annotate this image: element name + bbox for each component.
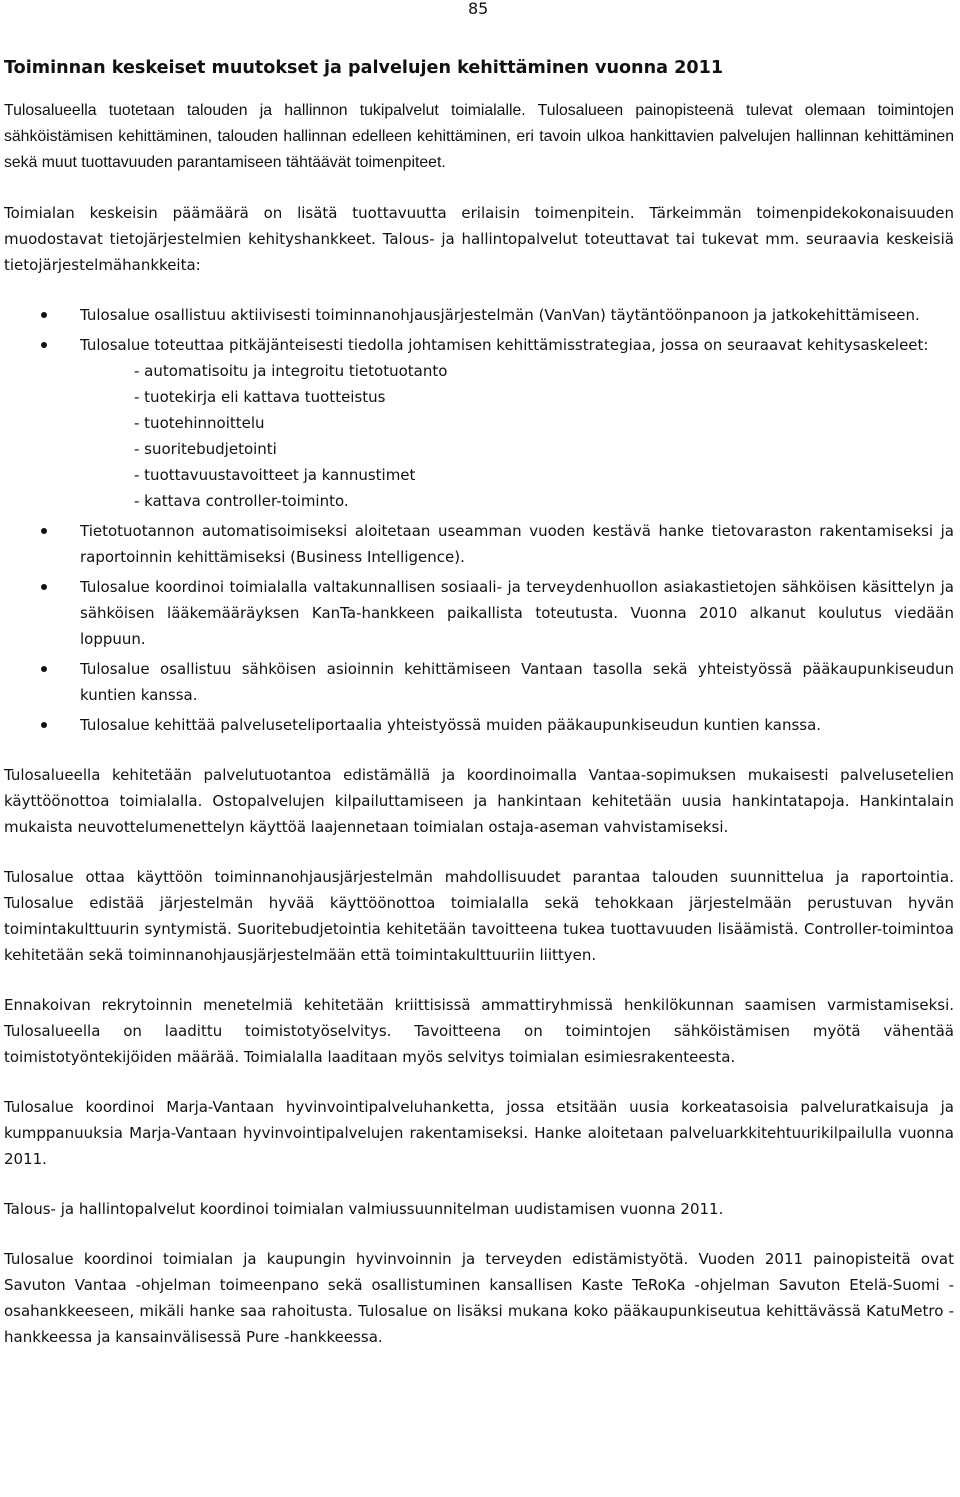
list-item-text: Tulosalue kehittää palveluseteliportaalia yhteistyössä muiden pääkaupunkiseudun kuntien kanssa. [80, 716, 822, 734]
body-paragraph: Tulosalue koordinoi Marja-Vantaan hyvinvointipalveluhanketta, jossa etsitään uusia korkeatasoisia palveluratkaisuja ja kumppanuuksia Marja-Vantaan hyvinvointipalvelujen rakentamiseksi. Hanke aloitetaan palveluarkkitehtuurikilpailulla vuonna 2011. [4, 1098, 954, 1168]
sub-list [80, 358, 954, 514]
page-number: 85 [468, 0, 489, 18]
sub-list-item: - kattava controller-toiminto. [134, 492, 349, 510]
list-item-text: Tulosalue toteuttaa pitkäjänteisesti tiedolla johtamisen kehittämisstrategiaa, jossa on seuraavat kehitysaskeleet: [80, 336, 929, 354]
section-title: Toiminnan keskeiset muutokset ja palvelujen kehittäminen vuonna 2011 [4, 58, 724, 78]
sub-list-item: - suoritebudjetointi [134, 440, 277, 458]
body-paragraph: Ennakoivan rekrytoinnin menetelmiä kehitetään kriittisissä ammattiryhmissä henkilökunnan saamisen varmistamiseksi. Tulosalueella on laadittu toimistotyöselvitys. Tavoitteena on toimintojen sähköistämisen myötä vähentää toimistotyöntekijöiden määrää. Toimialalla laaditaan myös selvitys toimialan esimiesrakenteesta. [4, 996, 954, 1066]
list-item-text: Tulosalue osallistuu aktiivisesti toiminnanohjausjärjestelmän (VanVan) täytäntöönpanoon ja jatkokehittämiseen. [80, 306, 920, 324]
intro-paragraph: Tulosalueella tuotetaan talouden ja hallinnon tukipalvelut toimialalle. Tulosalueen painopisteenä tulevat olemaan toimintojen sähköistämisen kehittäminen, talouden hallinnan edelleen kehittäminen, eri tavoin ulkoa hankittavien palvelujen hallinnan kehittäminen sekä muut tuottavuuden parantamiseen tähtäävät toimenpiteet. [4, 102, 954, 171]
bullet-list [4, 302, 954, 738]
sub-list-item: - tuotehinnoittelu [134, 414, 265, 432]
sub-list-item: - automatisoitu ja integroitu tietotuotanto [134, 362, 448, 380]
list-item [4, 332, 954, 514]
bullet-icon [41, 342, 47, 348]
list-item-text: Tulosalue osallistuu sähköisen asioinnin kehittämiseen Vantaan tasolla sekä yhteistyössä pääkaupunkiseudun kuntien kanssa. [80, 660, 954, 704]
body-paragraph: Talous- ja hallintopalvelut koordinoi toimialan valmiussuunnitelman uudistamisen vuonna 2011. [4, 1200, 724, 1218]
intro-paragraph: Toimialan keskeisin päämäärä on lisätä tuottavuutta erilaisin toimenpitein. Tärkeimmän toimenpidekokonaisuuden muodostavat tietojärjestelmien kehityshankkeet. Talous- ja hallintopalvelut toteuttavat tai tukevat mm. seuraavia keskeisiä tietojärjestelmähankkeita: [4, 204, 954, 274]
body-paragraph: Tulosalue ottaa käyttöön toiminnanohjausjärjestelmän mahdollisuudet parantaa talouden suunnittelua ja raportointia. Tulosalue edistää järjestelmän hyvää käyttöönottoa toimialalla sekä tehokkaan järjestelmään perustuvan hyvän toimintakulttuurin syntymistä. Suoritebudjetointia kehitetään tavoitteena tukea tuottavuuden lisäämistä. Controller-toimintoa kehitetään sekä toiminnanohjausjärjestelmään että toimintakulttuuriin liittyen. [4, 868, 954, 964]
bullet-icon [41, 584, 47, 590]
list-item-text: Tulosalue koordinoi toimialalla valtakunnallisen sosiaali- ja terveydenhuollon asiakastietojen sähköisen käsittelyn ja sähköisen lääkemääräyksen KanTa-hankkeen paikallista toteutusta. Vuonna 2010 alkanut koulutus viedään loppuun. [80, 578, 954, 648]
body-paragraph: Tulosalueella kehitetään palvelutuotantoa edistämällä ja koordinoimalla Vantaa-sopimuksen mukaisesti palvelusetelien käyttöönottoa toimialalla. Ostopalvelujen kilpailuttamiseen ja hankintaan kehitetään uusia hankintatapoja. Hankintalain mukaista neuvottelumenettelyn käyttöä laajennetaan toimialan ostaja-aseman vahvistamiseksi. [4, 766, 954, 836]
list-item [4, 574, 954, 652]
list-item [4, 518, 954, 570]
bullet-icon [41, 722, 47, 728]
list-item [4, 712, 954, 738]
sub-list-item: - tuotekirja eli kattava tuotteistus [134, 388, 386, 406]
bullet-icon [41, 666, 47, 672]
bullet-icon [41, 528, 47, 534]
sub-list-item: - tuottavuustavoitteet ja kannustimet [134, 466, 416, 484]
document-body [4, 98, 954, 1374]
body-paragraph: Tulosalue koordinoi toimialan ja kaupungin hyvinvoinnin ja terveyden edistämistyötä. Vuoden 2011 painopisteitä ovat Savuton Vantaa -ohjelman toimeenpano sekä osallistuminen kansallisen Kaste TeRoKa -ohjelman Savuton Etelä-Suomi -osahankkeeseen, mikäli hanke saa rahoitusta. Tulosalue on lisäksi mukana koko pääkaupunkiseutua kehittävässä KatuMetro -hankkeessa ja kansainvälisessä Pure -hankkeessa. [4, 1250, 954, 1346]
bullet-icon [41, 312, 47, 318]
list-item-text: Tietotuotannon automatisoimiseksi aloitetaan useamman vuoden kestävä hanke tietovaraston rakentamiseksi ja raportoinnin kehittämiseksi (Business Intelligence). [80, 522, 954, 566]
list-item [4, 656, 954, 708]
list-item [4, 302, 954, 328]
